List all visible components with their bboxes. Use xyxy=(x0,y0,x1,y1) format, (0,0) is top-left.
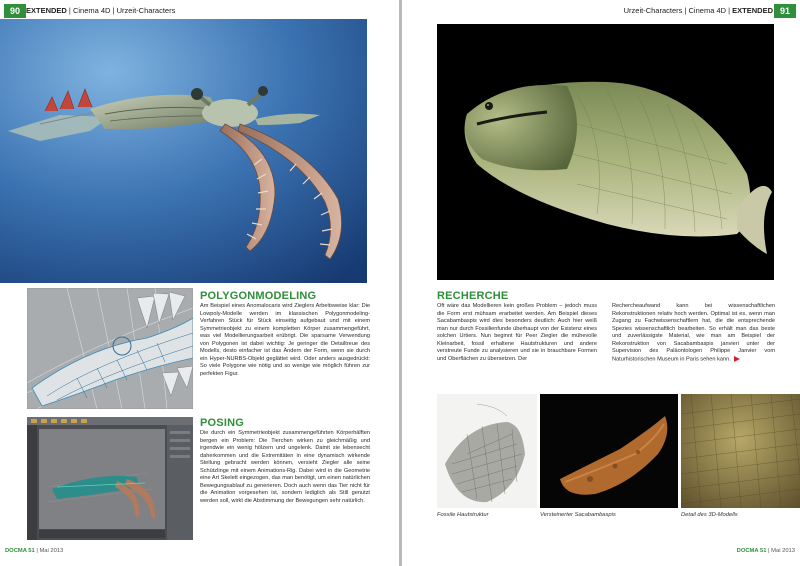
petrified-fossil-image xyxy=(540,394,678,508)
end-arrow-icon xyxy=(734,356,740,362)
caption-petrified-fossil: Versteinerter Sacabambaspis xyxy=(540,512,616,518)
posing-rig-image xyxy=(27,417,193,540)
left-page xyxy=(0,0,399,566)
recherche-text-col1: Oft wäre das Modellieren kein großes Problem – jedoch muss die Form erst mühsam erarbeitet werden. Am Beispiel dieses Sacabambaspis wird dies besonders deutlich: Auch hier weiß man nur durch Fossilienfunde überhaupt von der Existenz eines solchen Urtiers. Nun beginnt für Peer Ziegler die mühevolle Kleinarbeit, fossil erhaltene Hautstrukturen und andere verstreute Funde zu analysieren und sie in brauchbare Formen und Oberflächen zu übersetzen. Der xyxy=(437,303,597,362)
polygonmodeling-text: Am Beispiel eines Anomalocaris wird Zieglers Arbeitsweise klar: Die Lowpoly-Modelle werden im klassischen Polygonmodeling-Verfahren Stück für Stück einseitig aufgebaut und mit einem Symmetrieobjekt zu einem kompletten Körper zusammengeführt, was viel Modellierungsarbeit erübrigt. Die sparsame Verwendung von Polygonen ist dabei wichtig: Je geringer die Detailtreue des Modells, desto einfacher ist das Ändern der Form, wenn sie durch ein Hyper-NURBS-Objekt geglättet wird. Oder anders ausgedrückt: So viele Polygone wie nötig und so wenige wie möglich führen zur perfekten Figur. xyxy=(200,303,370,377)
polygonmodeling-heading: POLYGONMODELING xyxy=(200,290,317,302)
fossil-skin-image xyxy=(437,394,537,508)
sacabambaspis-render-image xyxy=(437,24,774,280)
recherche-text-col2: Rechercheaufwand kann bei wissenschaftlichen Rekonstruktionen relativ hoch werden. Optimal ist es, wenn man Zugang zu Fachwissenschaftlern hat, die die entsprechende Spezies wissenschaftlich bearbeiten. So erhält man das beste und zuverlässigste Material, wie man am Beispiel der Rekonstruktion von Sacabambaspis janvieri unter der Supervision des Paläontologen Philippe Janvier vom Naturhistorischen Museum in Paris sehen kann. xyxy=(612,303,775,363)
3d-model-detail-image xyxy=(681,394,800,508)
anomalocaris-hero-image xyxy=(0,19,367,283)
page-number: 90 xyxy=(4,4,26,18)
posing-text: Die durch ein Symmetrieobjekt zusammengeführten Körperhälften bergen ein Problem: Die Tierchen wirken zu gleichmäßig und irgendwie ein wenig hölzern und ungelenk. Damit sie lebensecht daherkommen und die Extremitäten in eine dynamisch wirkende Stellung gebracht werden können, versieht Ziegler alle seine Schützlinge mit einem Animations-Rig. Dabei wird in die Geometrie eine Art Skelett eingezogen, das man benötigt, um einen natürlichen Bewegungsablauf zu generieren. Doch auch wenn das Tier nicht für die Animation vorgesehen ist, sondern lediglich als Still genutzt werden soll, wirkt die Abstimmung der Bewegungen sehr natürlich. xyxy=(200,430,370,504)
running-header: EXTENDED | Cinema 4D | Urzeit-Characters xyxy=(26,6,176,15)
caption-fossil-skin: Fossile Hautstruktur xyxy=(437,512,489,518)
right-page xyxy=(402,0,800,566)
polygon-wireframe-image xyxy=(27,288,193,409)
page-number: 91 xyxy=(774,4,796,18)
page-footer: DOCMA 51 | Mai 2013 xyxy=(5,548,64,554)
caption-3d-model-detail: Detail des 3D-Modells xyxy=(681,512,738,518)
page-footer: DOCMA 51 | Mai 2013 xyxy=(736,548,795,554)
running-header: Urzeit-Characters | Cinema 4D | EXTENDED xyxy=(623,6,773,15)
recherche-heading: RECHERCHE xyxy=(437,290,509,302)
posing-heading: POSING xyxy=(200,417,244,429)
